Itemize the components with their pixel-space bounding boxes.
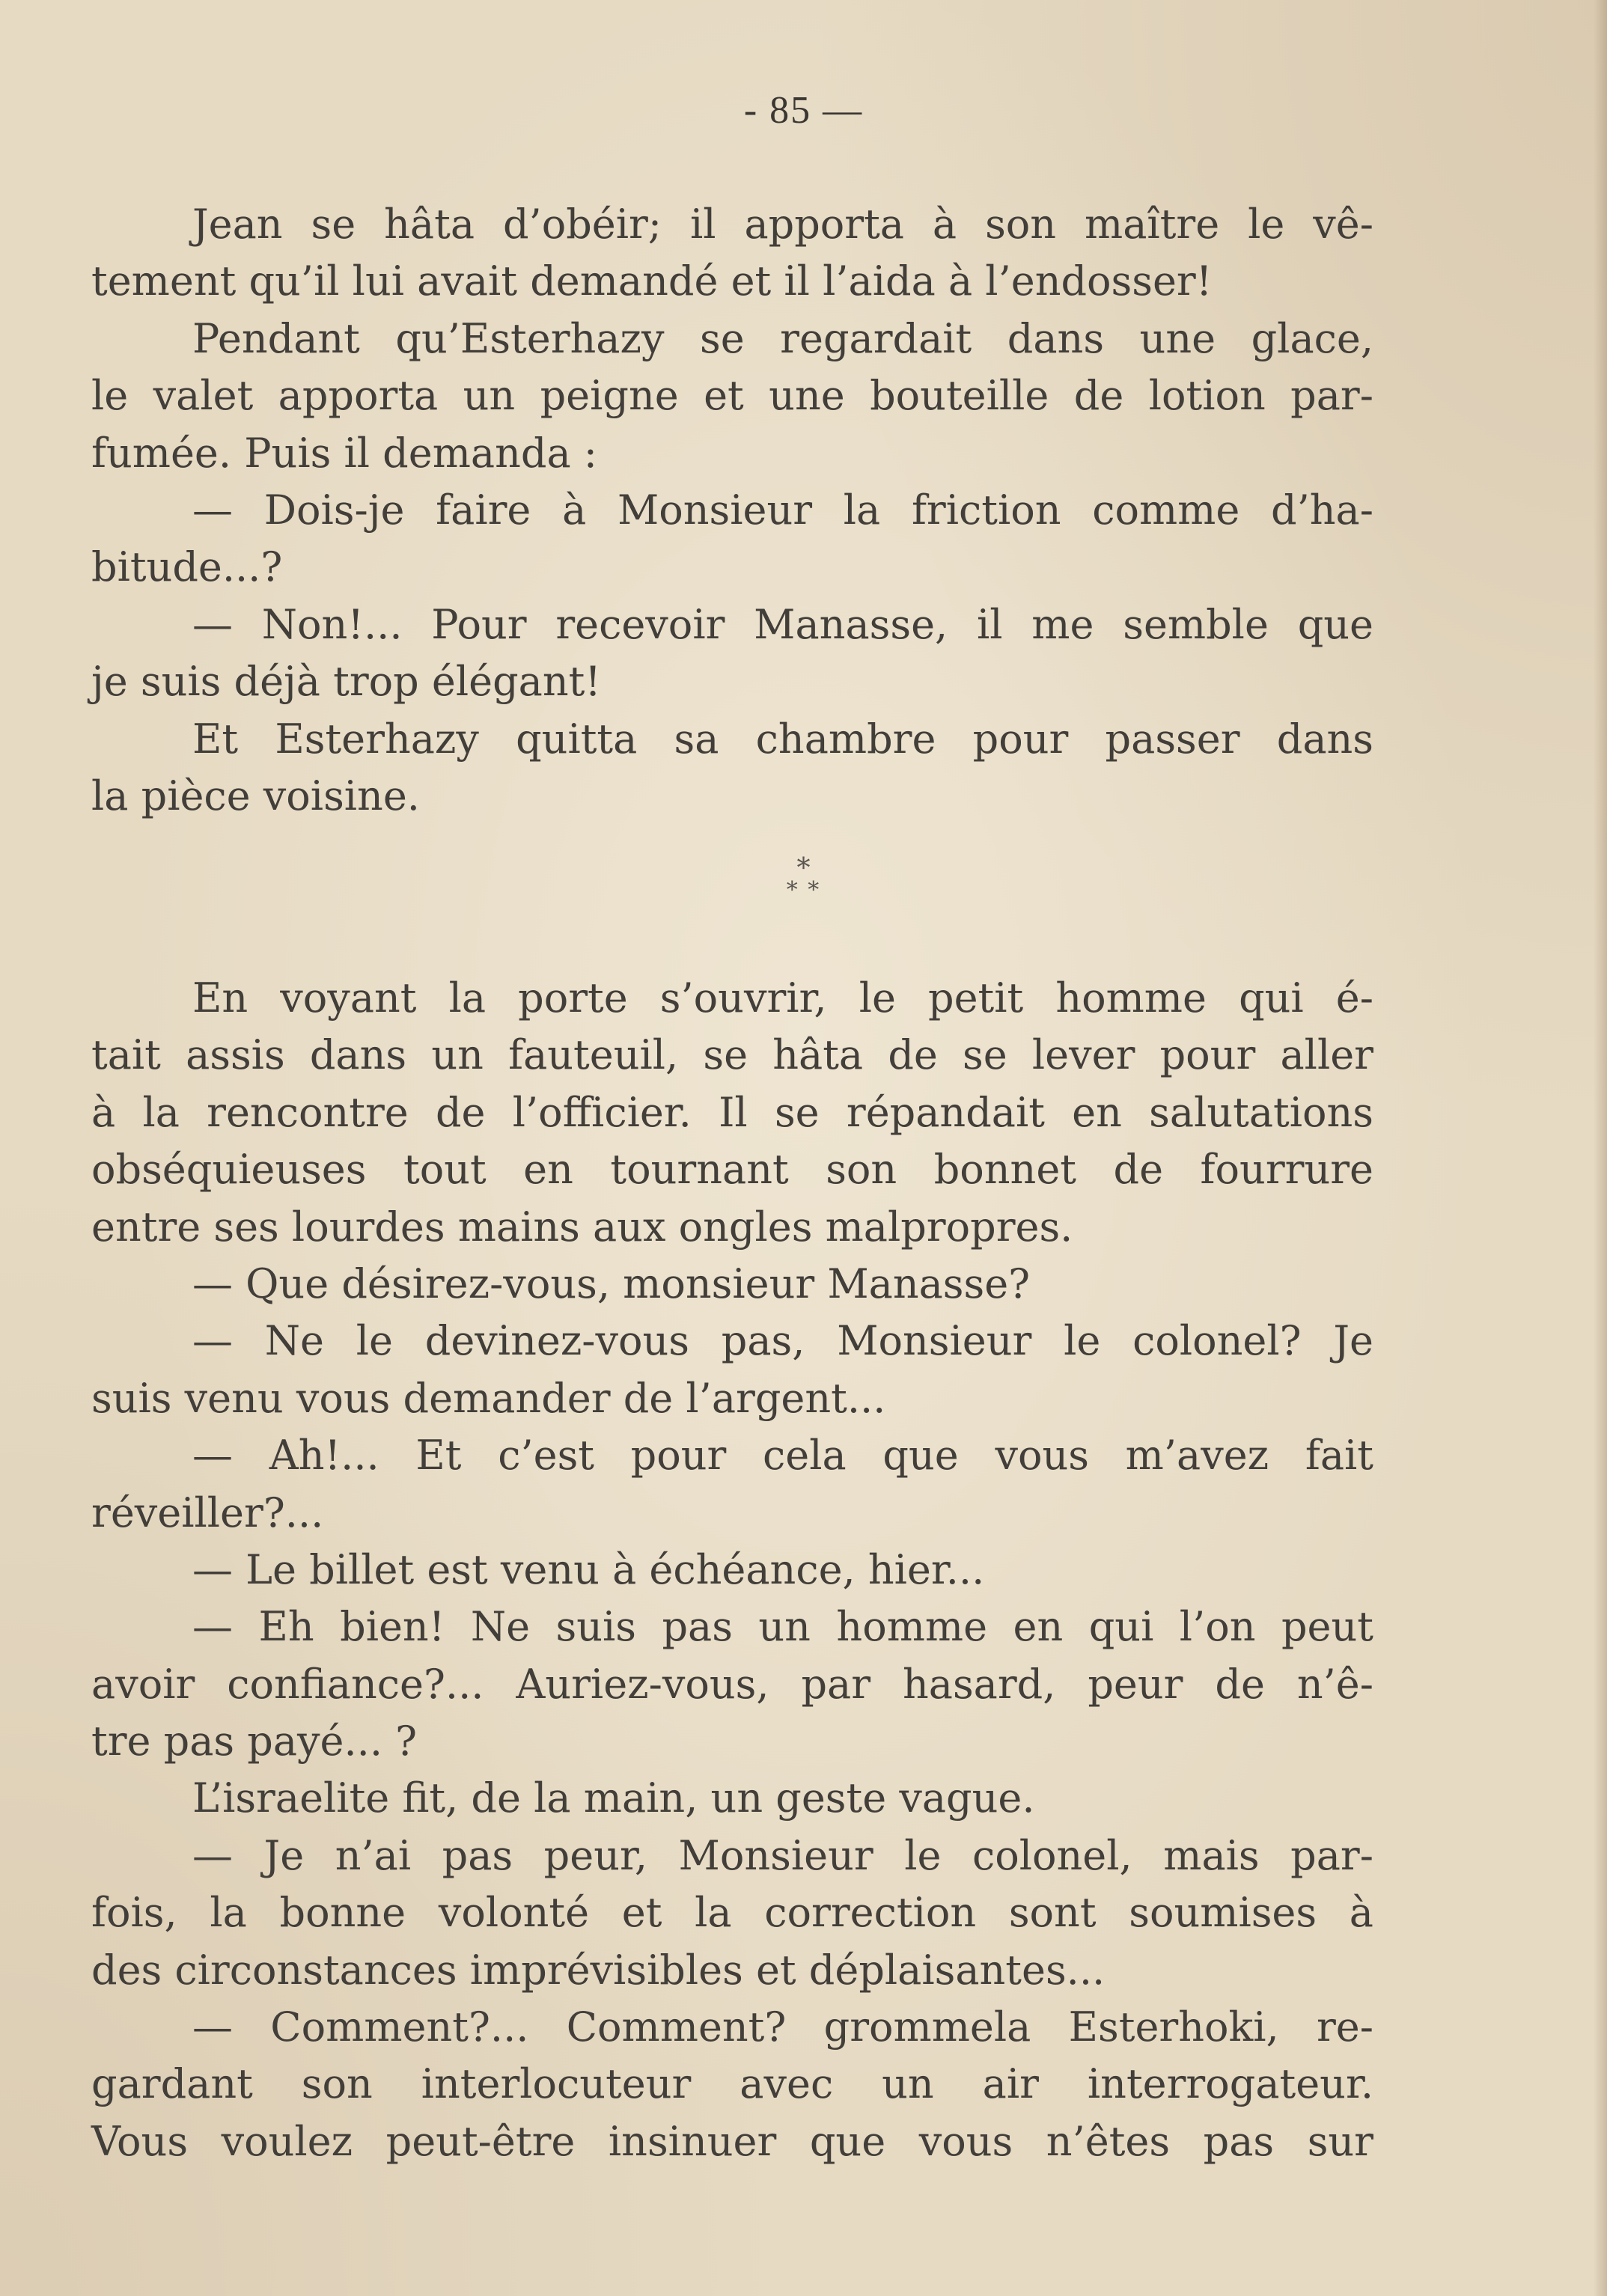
text-line: — Le billet est venu à échéance, hier... bbox=[192, 1545, 985, 1593]
text-line: suis venu vous demander de l’argent... bbox=[91, 1374, 886, 1422]
text-line: — Dois-je faire à Monsieur la friction comme d’ha- bbox=[192, 486, 1373, 534]
text-line: je suis déjà trop élégant! bbox=[91, 658, 602, 706]
text-line: Pendant qu’Esterhazy se regardait dans une glace, bbox=[192, 314, 1373, 362]
text-line: tait assis dans un fauteuil, se hâta de se lever pour aller bbox=[91, 1031, 1373, 1079]
text-line: — Ne le devinez-vous pas, Monsieur le colonel? Je bbox=[192, 1317, 1373, 1365]
text-line: fumée. Puis il demanda : bbox=[91, 429, 598, 477]
text-line: à la rencontre de l’officier. Il se répandait en salutations bbox=[91, 1088, 1373, 1136]
text-line: En voyant la porte s’ouvrir, le petit homme qui é- bbox=[192, 974, 1373, 1022]
text-line: gardant son interlocuteur avec un air interrogateur. bbox=[91, 2060, 1373, 2108]
text-line: des circonstances imprévisibles et déplaisantes... bbox=[91, 1946, 1106, 1994]
text-line: Et Esterhazy quitta sa chambre pour passer dans bbox=[192, 715, 1373, 763]
text-line: — Que désirez-vous, monsieur Manasse? bbox=[192, 1260, 1031, 1307]
text-line: obséquieuses tout en tournant son bonnet de fourrure bbox=[91, 1146, 1373, 1194]
text-line: — Non!... Pour recevoir Manasse, il me semble que bbox=[192, 600, 1373, 648]
text-line: — Comment?... Comment? grommela Esterhoki, re- bbox=[192, 2003, 1373, 2051]
text-line: entre ses lourdes mains aux ongles malpropres. bbox=[91, 1203, 1073, 1251]
text-line: avoir confiance?... Auriez-vous, par hasard, peur de n’ê- bbox=[91, 1660, 1373, 1708]
text-line: la pièce voisine. bbox=[91, 772, 420, 819]
text-line: tre pas payé... ? bbox=[91, 1718, 418, 1765]
section-separator-bottom: * * bbox=[786, 877, 821, 903]
text-line: Vous voulez peut-être insinuer que vous n’êtes pas sur bbox=[91, 2117, 1373, 2165]
text-line: tement qu’il lui avait demandé et il l’aida à l’endosser! bbox=[91, 257, 1213, 305]
text-line: — Eh bien! Ne suis pas un homme en qui l’on peut bbox=[192, 1603, 1373, 1651]
page-edge-shadow bbox=[1594, 0, 1607, 2296]
text-line: réveiller?... bbox=[91, 1489, 324, 1536]
section-separator-top: * bbox=[796, 853, 811, 884]
text-line: bitude...? bbox=[91, 543, 283, 591]
text-line: L’israelite fit, de la main, un geste vague. bbox=[192, 1774, 1035, 1822]
text-line: — Ah!... Et c’est pour cela que vous m’avez fait bbox=[192, 1432, 1373, 1480]
text-line: — Je n’ai pas peur, Monsieur le colonel, mais par- bbox=[192, 1831, 1373, 1879]
text-block-top bbox=[91, 196, 1373, 825]
page-number: - 85 — bbox=[743, 89, 864, 132]
text-line: le valet apporta un peigne et une bouteille de lotion par- bbox=[91, 372, 1373, 420]
text-line: Jean se hâta d’obéir; il apporta à son maître le vê- bbox=[192, 201, 1373, 248]
text-line: fois, la bonne volonté et la correction sont soumises à bbox=[91, 1889, 1373, 1937]
text-block-bottom bbox=[91, 970, 1373, 2170]
